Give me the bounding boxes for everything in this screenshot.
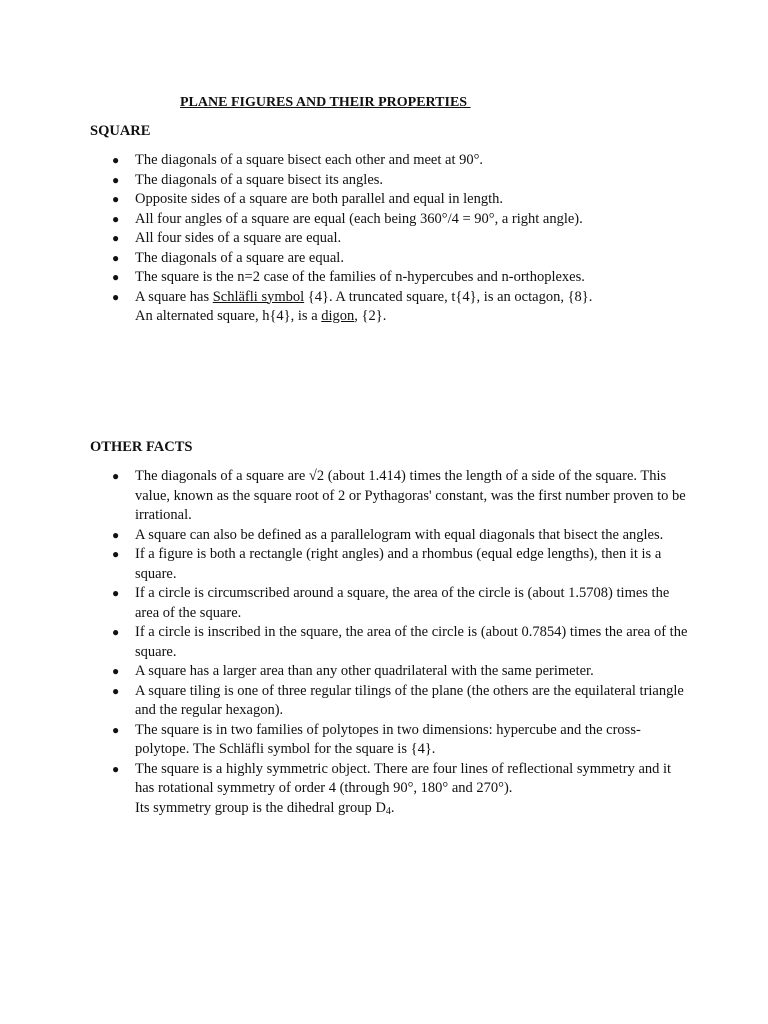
link-digon[interactable]: digon	[321, 308, 355, 324]
list-item: ● If a circle is circumscribed around a square, the area of the circle is (about 1.5708) times the area of the square.	[112, 585, 670, 621]
bullet-icon: ●	[112, 250, 120, 265]
bullet-icon: ●	[112, 761, 120, 776]
list-item: ● The diagonals of a square are equal.	[90, 249, 690, 269]
list-item: ● The square is the n=2 case of the families of n-hypercubes and n-orthoplexes.	[90, 268, 690, 288]
section-heading-other-facts: OTHER FACTS	[90, 439, 193, 455]
bullet-icon: ●	[112, 722, 120, 737]
list-item: ● A square has a larger area than any other quadrilateral with the same perimeter.	[90, 662, 690, 682]
link-square-tiling[interactable]: square tiling	[148, 682, 221, 699]
list-item: ● All four sides of a square are equal.	[90, 229, 690, 249]
list-item: ● If a figure is both a rectangle (right angles) and a rhombus (equal edge lengths), then it is a square.	[112, 546, 662, 582]
bullet-icon: ●	[112, 664, 120, 678]
link-symmetry-group[interactable]: symmetry group	[153, 799, 249, 816]
link-schlafli-symbol[interactable]: Schläfli symbol	[212, 288, 305, 305]
link-regular-tilings[interactable]: regular tilings	[310, 682, 392, 699]
bullet-icon: ●	[112, 527, 120, 542]
page-title: PLANE FIGURES AND THEIR PROPERTIES	[180, 95, 471, 110]
section-heading-square: SQUARE	[90, 123, 151, 139]
list-item: ● A square tiling is one of three regular tilings of the plane (the others are the equilateral triangle and the regular hexagon).	[112, 682, 684, 718]
bullet-icon: ●	[112, 172, 120, 187]
square-properties-list	[90, 151, 690, 327]
link-square-root-of-2[interactable]: square root of 2	[253, 487, 346, 504]
link-reflectional-symmetry[interactable]: reflectional symmetry	[507, 760, 635, 777]
list-item: ● A square has Schläfli symbol {4}. A truncated square, t{4}, is an octagon, {8}. An alternated square, h{4}, is a digon, {2}.	[112, 288, 593, 324]
list-item: ● The square is a highly symmetric object. There are four lines of reflectional symmetry and it has rotational symmetry of order 4 (through 90°, 180° and 270°). Its symmetry group is the dihedral group $D_4$.	[112, 760, 672, 817]
bullet-icon: ●	[112, 683, 120, 698]
bullet-icon: ●	[112, 625, 120, 639]
list-item: ● The diagonals of a square are √2 (about 1.414) times the length of a side of the square. This value, known as the square root of 2 or Pythagoras' constant, was the first number proven to be irrational.	[112, 468, 686, 523]
list-item: ● All four angles of a square are equal (each being 360°/4 = 90°, a right angle).	[90, 210, 690, 230]
bullet-icon: ●	[112, 192, 120, 206]
link-rotational-symmetry[interactable]: rotational symmetry	[157, 780, 276, 796]
list-item: ● The diagonals of a square bisect each other and meet at 90°.	[90, 151, 690, 171]
other-facts-list	[90, 467, 690, 821]
bullet-icon: ●	[112, 231, 120, 245]
bullet-icon: ●	[112, 211, 120, 226]
bullet-icon: ●	[112, 586, 120, 600]
bullet-icon: ●	[112, 289, 120, 304]
bullet-icon: ●	[112, 547, 120, 561]
link-equilateral-triangle[interactable]: equilateral triangle	[574, 682, 684, 699]
link-dihedral-group[interactable]: dihedral group	[286, 799, 372, 816]
bullet-icon: ●	[112, 153, 120, 167]
list-item: ● The diagonals of a square bisect its angles.	[90, 171, 690, 191]
list-item: ● The square is in two families of polytopes in two dimensions: hypercube and the cross-polytope. The Schläfli symbol for the square is {4}.	[112, 721, 641, 757]
bullet-icon: ●	[112, 469, 120, 483]
link-regular-hexagon[interactable]: regular hexagon	[180, 702, 275, 718]
link-schlafli-symbol-2[interactable]: Schläfli symbol	[218, 741, 311, 757]
link-cross-polytope[interactable]: cross-polytope	[135, 721, 641, 757]
list-item: ● Opposite sides of a square are both parallel and equal in length.	[90, 190, 690, 210]
list-item: ● A square can also be defined as a parallelogram with equal diagonals that bisect the angles.	[90, 526, 690, 546]
bullet-icon: ●	[112, 270, 120, 284]
list-item: ● If a circle is inscribed in the square, the area of the circle is (about 0.7854) times the area of the square.	[112, 624, 688, 660]
